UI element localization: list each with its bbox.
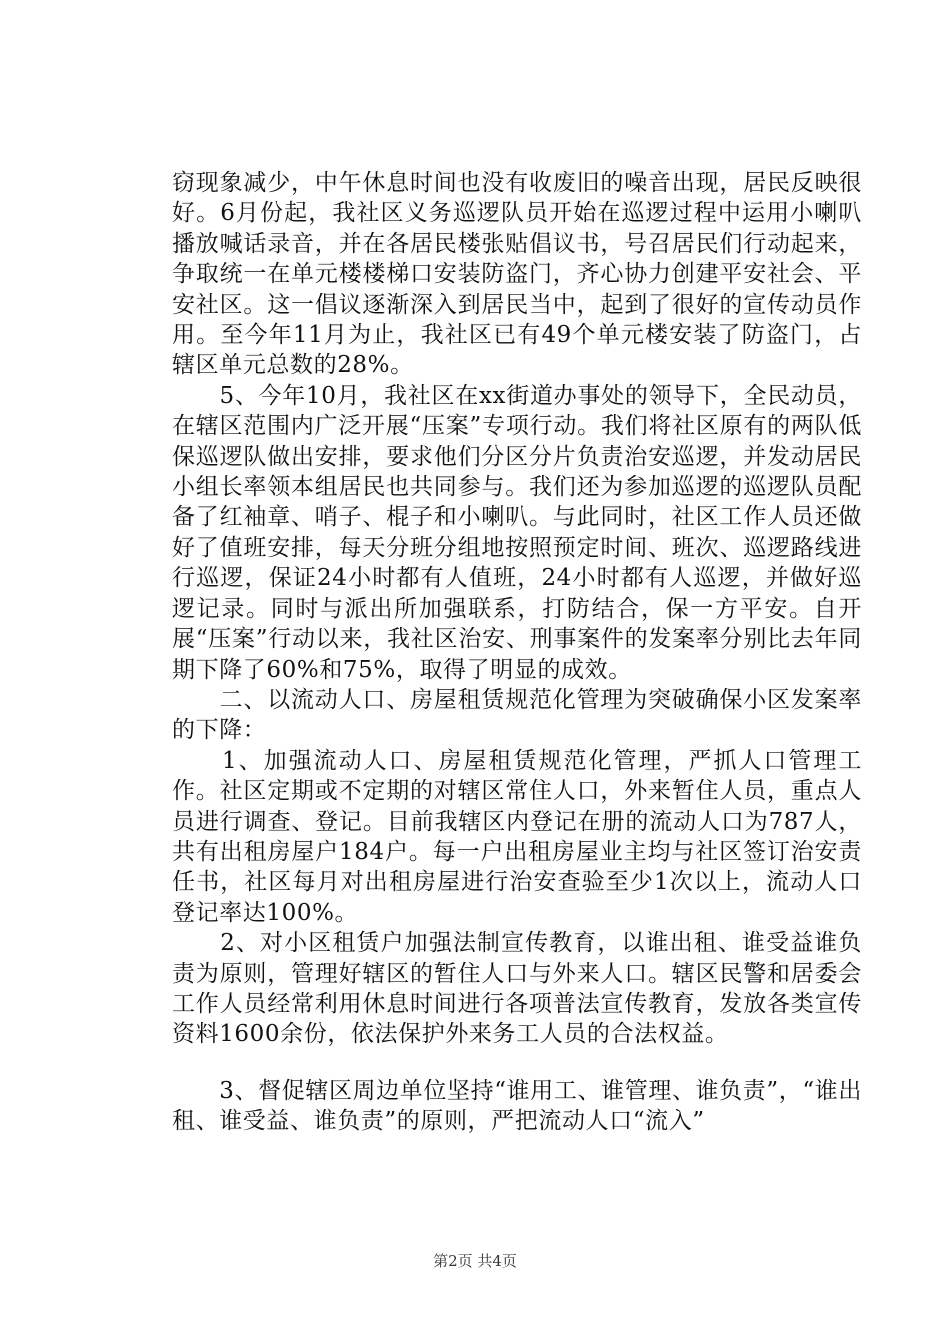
document-body: [172, 168, 862, 1137]
page-number-footer: 第2页 共4页: [433, 1252, 517, 1270]
paragraph-continuation: 窃现象减少，中午休息时间也没有收废旧的噪音出现，居民反映很好。6月份起，我社区义务巡逻队员开始在巡逻过程中运用小喇叭播放喊话录音，并在各居民楼张贴倡议书，号召居民们行动起来，争取统一在单元楼楼梯口安装防盗门，齐心协力创建平安社会、平安社区。这一倡议逐渐深入到居民当中，起到了很好的宣传动员作用。至今年11月为止，我社区已有49个单元楼安装了防盗门，占辖区单元总数的28%。: [172, 170, 862, 379]
paragraph-item-2: 2、对小区租赁户加强法制宣传教育，以谁出租、谁受益谁负责为原则，管理好辖区的暂住人口与外来人口。辖区民警和居委会工作人员经常利用休息时间进行各项普法宣传教育，发放各类宣传资料1600余份，依法保护外来务工人员的合法权益。: [172, 930, 862, 1048]
section-heading-2: 二、以流动人口、房屋租赁规范化管理为突破确保小区发案率的下降：: [172, 686, 862, 744]
paragraph-item-3: 3、督促辖区周边单位坚持“谁用工、谁管理、谁负责”，“谁出租、谁受益、谁负责”的原则，严把流动人口“流入”: [172, 1077, 862, 1135]
paragraph-item-5: 5、今年10月，我社区在xx街道办事处的领导下，全民动员，在辖区范围内广泛开展“压案”专项行动。我们将社区原有的两队低保巡逻队做出安排，要求他们分区分片负责治安巡逻，并发动居民小组长率领本组居民也共同参与。我们还为参加巡逻的巡逻队员配备了红袖章、哨子、棍子和小喇叭。与此同时，社区工作人员还做好了值班安排，每天分班分组地按照预定时间、班次、巡逻路线进行巡逻，保证24小时都有人值班，24小时都有人巡逻，并做好巡逻记录。同时与派出所加强联系，打防结合，保一方平安。自开展“压案”行动以来，我社区治安、刑事案件的发案率分别比去年同期下降了60%和75%，取得了明显的成效。: [172, 382, 862, 683]
paragraph-item-1: 1、加强流动人口、房屋租赁规范化管理，严抓人口管理工作。社区定期或不定期的对辖区常住人口，外来暂住人员，重点人员进行调查、登记。目前我辖区内登记在册的流动人口为787人，共有出租房屋户184户。每一户出租房屋业主均与社区签订治安责任书，社区每月对出租房屋进行治安查验至少1次以上，流动人口登记率达100%。: [172, 747, 862, 926]
